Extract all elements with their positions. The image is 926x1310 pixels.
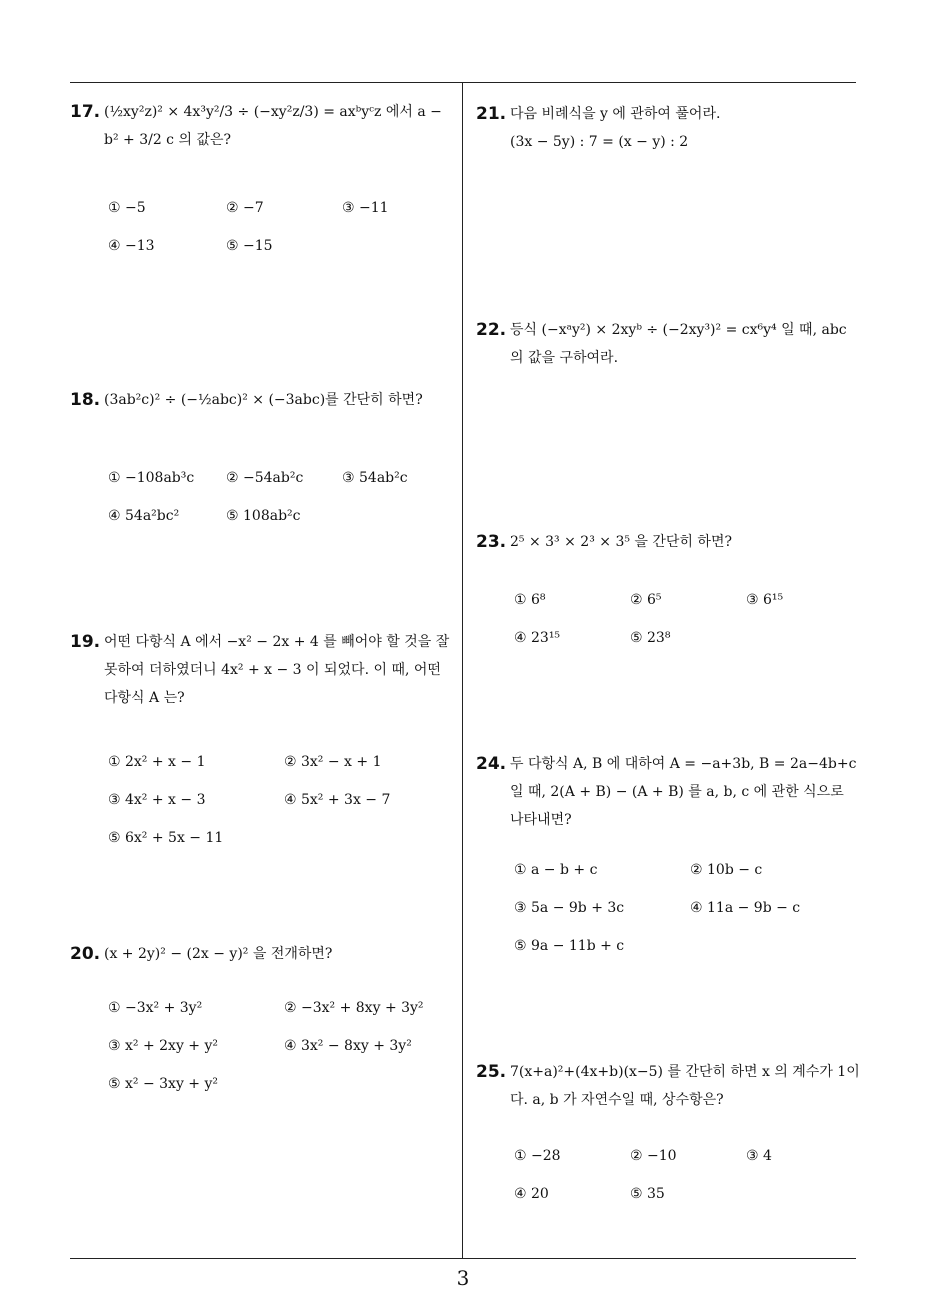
- column-divider: [462, 82, 463, 1258]
- choice-4[interactable]: ④ 3x² − 8xy + 3y²: [284, 1038, 412, 1054]
- question-number: 17.: [70, 102, 101, 122]
- choice-5[interactable]: ⑤ 108ab²c: [226, 508, 301, 524]
- choice-1[interactable]: ① 6⁸: [514, 592, 546, 608]
- choice-5[interactable]: ⑤ 9a − 11b + c: [514, 938, 625, 954]
- question-24: [476, 750, 860, 966]
- question-number: 20.: [70, 944, 101, 964]
- choice-4[interactable]: ④ 23¹⁵: [514, 630, 561, 646]
- choice-3[interactable]: ③ 54ab²c: [342, 470, 408, 486]
- question-text: (3ab²c)² ÷ (−½abc)² × (−3abc)를 간단히 하면?: [104, 392, 423, 408]
- choice-2[interactable]: ② 10b − c: [690, 862, 763, 878]
- choice-5[interactable]: ⑤ 6x² + 5x − 11: [108, 830, 224, 846]
- choice-2[interactable]: ② −10: [630, 1148, 677, 1164]
- choice-3[interactable]: ③ 5a − 9b + 3c: [514, 900, 625, 916]
- question-text: (½xy²z)² × 4x³y²/3 ÷ (−xy²z/3) = axᵇyᶜz 에서 a − b² + 3/2 c 의 값은?: [104, 104, 447, 148]
- choice-1[interactable]: ① −3x² + 3y²: [108, 1000, 203, 1016]
- choice-1[interactable]: ① −108ab³c: [108, 470, 195, 486]
- choice-5[interactable]: ⑤ −15: [226, 238, 273, 254]
- choice-3[interactable]: ③ 6¹⁵: [746, 592, 784, 608]
- choice-5[interactable]: ⑤ x² − 3xy + y²: [108, 1076, 219, 1092]
- choice-4[interactable]: ④ 54a²bc²: [108, 508, 180, 524]
- choice-2[interactable]: ② 6⁵: [630, 592, 662, 608]
- choice-1[interactable]: ① −28: [514, 1148, 561, 1164]
- choice-3[interactable]: ③ 4: [746, 1148, 772, 1164]
- question-number: 18.: [70, 390, 101, 410]
- question-number: 23.: [476, 532, 507, 552]
- question-text: 2⁵ × 3³ × 2³ × 3⁵ 을 간단히 하면?: [510, 534, 732, 550]
- choice-5[interactable]: ⑤ 23⁸: [630, 630, 671, 646]
- question-text: (x + 2y)² − (2x − y)² 을 전개하면?: [104, 946, 333, 962]
- choice-2[interactable]: ② −3x² + 8xy + 3y²: [284, 1000, 424, 1016]
- choice-1[interactable]: ① −5: [108, 200, 146, 216]
- choice-2[interactable]: ② −54ab²c: [226, 470, 304, 486]
- question-text: 어떤 다항식 A 에서 −x² − 2x + 4 를 빼어야 할 것을 잘못하여 더하였더니 4x² + x − 3 이 되었다. 이 때, 어떤 다항식 A 는?: [104, 634, 450, 706]
- choice-3[interactable]: ③ x² + 2xy + y²: [108, 1038, 219, 1054]
- question-text: 등식 (−xᵃy²) × 2xyᵇ ÷ (−2xy³)² = cx⁶y⁴ 일 때, abc 의 값을 구하여라.: [510, 322, 852, 366]
- choice-4[interactable]: ④ 5x² + 3x − 7: [284, 792, 391, 808]
- question-text: 7(x+a)²+(4x+b)(x−5) 를 간단히 하면 x 의 계수가 1이다. a, b 가 자연수일 때, 상수항은?: [510, 1064, 860, 1108]
- choice-1[interactable]: ① a − b + c: [514, 862, 598, 878]
- choice-4[interactable]: ④ 20: [514, 1186, 549, 1202]
- bottom-rule: [70, 1258, 856, 1259]
- top-rule: [70, 82, 856, 83]
- question-18: [70, 386, 450, 554]
- choice-2[interactable]: ② 3x² − x + 1: [284, 754, 382, 770]
- question-21: [476, 100, 860, 156]
- question-number: 24.: [476, 754, 507, 774]
- choice-4[interactable]: ④ −13: [108, 238, 155, 254]
- question-text: 다음 비례식을 y 에 관하여 풀어라. (3x − 5y) : 7 = (x − y) : 2: [510, 106, 721, 150]
- question-text: 두 다항식 A, B 에 대하여 A = −a+3b, B = 2a−4b+c 일 때, 2(A + B) − (A + B) 를 a, b, c 에 관한 식으로 나타내면?: [510, 756, 861, 828]
- choice-3[interactable]: ③ 4x² + x − 3: [108, 792, 206, 808]
- question-20: [70, 940, 450, 1104]
- choice-5[interactable]: ⑤ 35: [630, 1186, 665, 1202]
- question-25: [476, 1058, 860, 1222]
- question-number: 22.: [476, 320, 507, 340]
- question-19: [70, 628, 450, 858]
- choice-1[interactable]: ① 2x² + x − 1: [108, 754, 206, 770]
- page-number: 3: [456, 1266, 470, 1290]
- question-22: [476, 316, 860, 372]
- choice-2[interactable]: ② −7: [226, 200, 264, 216]
- question-number: 21.: [476, 104, 507, 124]
- choice-4[interactable]: ④ 11a − 9b − c: [690, 900, 801, 916]
- choice-3[interactable]: ③ −11: [342, 200, 389, 216]
- question-number: 19.: [70, 632, 101, 652]
- question-23: [476, 528, 860, 666]
- question-17: [70, 98, 450, 284]
- question-number: 25.: [476, 1062, 507, 1082]
